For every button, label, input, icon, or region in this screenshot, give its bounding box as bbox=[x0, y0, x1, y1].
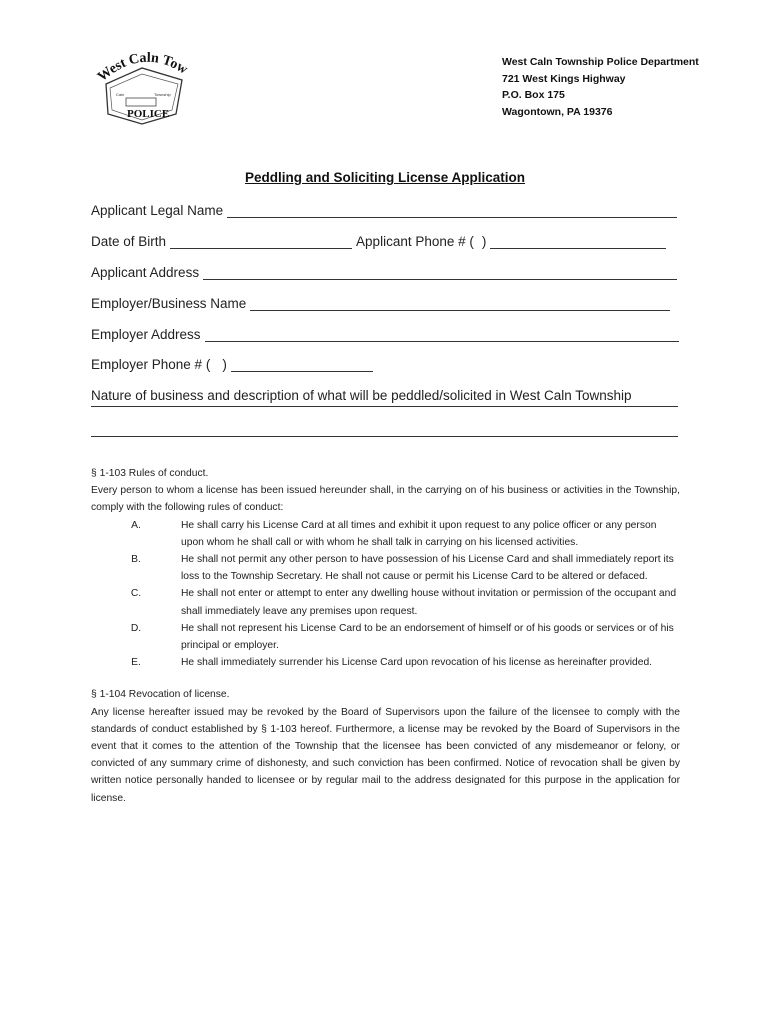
rule-item bbox=[91, 585, 680, 619]
applicant-phone-label: Applicant Phone # ( bbox=[356, 234, 474, 249]
rule-text: He shall immediately surrender his License Card upon revocation of his license as hereinafter provided. bbox=[181, 657, 653, 669]
logo-small-right: Township bbox=[154, 92, 171, 97]
department-address bbox=[502, 54, 699, 120]
rule-item bbox=[91, 654, 680, 671]
rules-intro: Every person to whom a license has been issued hereunder shall, in the carrying on of his business or activities in the Township, comply with the following rules of conduct: bbox=[91, 485, 680, 514]
dob-field[interactable] bbox=[170, 235, 352, 249]
nature-label: Nature of business and description of what will be peddled/solicited in West Caln Township bbox=[91, 388, 632, 403]
employer-address-field[interactable] bbox=[205, 328, 679, 342]
logo-top-text: West Caln Tow bbox=[95, 50, 190, 85]
nature-line-2[interactable] bbox=[91, 436, 678, 437]
employer-name-label: Employer/Business Name bbox=[91, 296, 247, 311]
rule-text: He shall not permit any other person to have possession of his License Card and shall immediately report its loss to the Township Secretary. He shall not cause or permit his License Card to be altered or defaced. bbox=[181, 554, 674, 583]
rule-letter: D. bbox=[130, 622, 142, 634]
nature-row bbox=[91, 383, 632, 403]
rules-heading: § 1-103 Rules of conduct. bbox=[91, 468, 209, 479]
rules-of-conduct-section bbox=[91, 465, 680, 807]
applicant-address-field[interactable] bbox=[203, 266, 677, 280]
employer-phone-row bbox=[91, 352, 373, 372]
rule-letter: A. bbox=[131, 519, 141, 531]
applicant-address-label: Applicant Address bbox=[91, 265, 200, 280]
department-street: 721 West Kings Highway bbox=[502, 72, 626, 85]
applicant-name-field[interactable] bbox=[227, 204, 677, 218]
dob-phone-row bbox=[91, 229, 666, 249]
rule-text: He shall not enter or attempt to enter any dwelling house without invitation or permission of the occupant and shall immediately leave any premises upon request. bbox=[181, 588, 677, 617]
township-police-logo bbox=[92, 44, 192, 126]
applicant-name-label: Applicant Legal Name bbox=[91, 203, 224, 218]
applicant-phone-paren: ) bbox=[481, 234, 487, 249]
rule-item bbox=[91, 551, 680, 585]
rule-letter: E. bbox=[131, 657, 141, 669]
applicant-phone-field[interactable] bbox=[490, 235, 666, 249]
logo-police-text: POLICE bbox=[127, 108, 170, 120]
logo-small-left: Caln bbox=[116, 92, 125, 97]
form-title: Peddling and Soliciting License Application bbox=[244, 170, 526, 185]
department-po-box: P.O. Box 175 bbox=[502, 89, 565, 101]
rule-item bbox=[91, 517, 680, 551]
employer-name-field[interactable] bbox=[250, 297, 670, 311]
logo-badge-icon bbox=[92, 44, 192, 126]
employer-phone-field[interactable] bbox=[231, 358, 373, 372]
nature-line-1[interactable] bbox=[91, 406, 678, 407]
dob-label: Date of Birth bbox=[91, 234, 167, 249]
employer-phone-label: Employer Phone # ( bbox=[91, 357, 211, 372]
applicant-name-row bbox=[91, 198, 677, 218]
applicant-address-row bbox=[91, 260, 677, 280]
employer-address-row bbox=[91, 322, 679, 342]
revocation-body: Any license hereafter issued may be revoked by the Board of Supervisors upon the failure of the licensee to comply with the standards of conduct established by § 1-103 hereof. Furthermore, a license may be revoked by the Board of Supervisors in the event that it comes to the attention of the Township that the licensee has been convicted of any misdemeanor or felony, or convicted of any summary crime of dishonesty, and such conviction has been confirmed. Notice of revocation shall be given by written notice personally handed to licensee or by regular mail to the address designated for this purpose in the application for license. bbox=[91, 706, 680, 804]
rule-letter: C. bbox=[130, 588, 142, 600]
rule-text: He shall carry his License Card at all times and exhibit it upon request to any police officer or any person upon whom he shall call or with whom he shall talk in carrying on his licensed activities. bbox=[181, 519, 657, 548]
employer-address-label: Employer Address bbox=[91, 327, 201, 342]
department-name: West Caln Township Police Department bbox=[502, 56, 699, 68]
rule-item bbox=[91, 620, 680, 654]
employer-phone-paren: ) bbox=[222, 357, 227, 372]
revocation-heading: § 1-104 Revocation of license. bbox=[91, 689, 230, 701]
employer-name-row bbox=[91, 291, 670, 311]
rule-text: He shall not represent his License Card to be an endorsement of himself or of his goods or services or of his principal or employer. bbox=[181, 622, 674, 652]
department-city: Wagontown, PA 19376 bbox=[502, 105, 613, 118]
rule-letter: B. bbox=[131, 554, 141, 566]
